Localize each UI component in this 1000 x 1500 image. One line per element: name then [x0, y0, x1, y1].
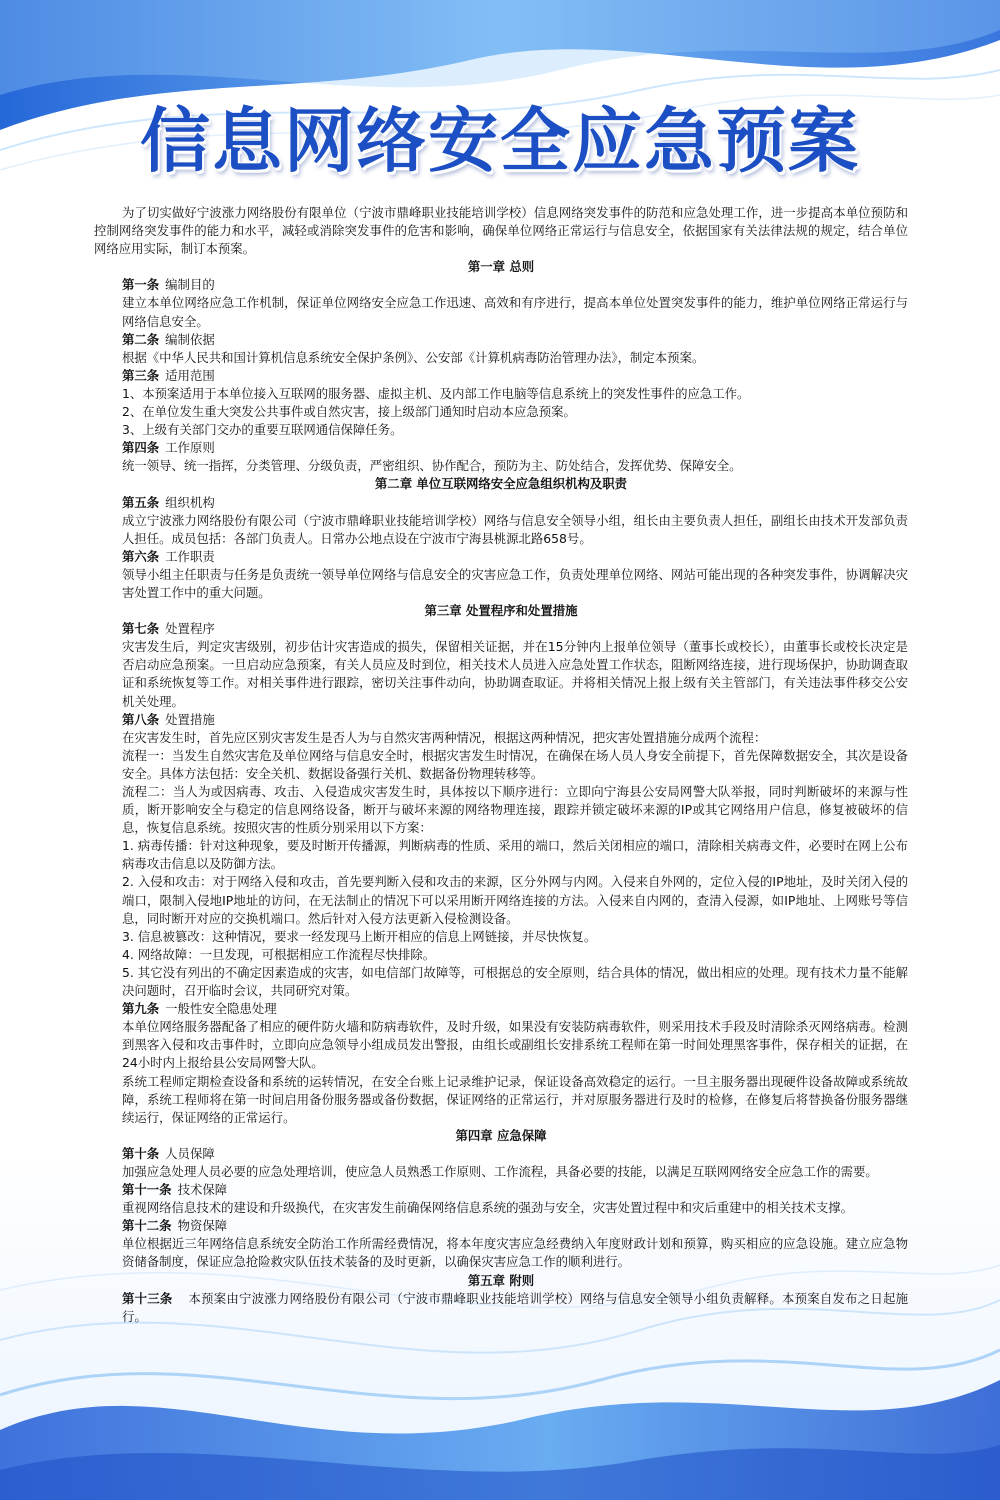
article-4-heading	[94, 439, 908, 457]
article-11-body: 重视网络信息技术的建设和升级换代，在灾害发生前确保网络信息系统的强劲与安全，灾害处置过程中和灾后重建中的相关技术支撑。	[122, 1200, 854, 1216]
article-title: 组织机构	[165, 494, 215, 510]
article-2-heading	[94, 331, 908, 349]
article-number: 第十一条	[122, 1182, 172, 1198]
article-number: 第二条	[122, 331, 160, 347]
article-title: 工作职责	[165, 548, 215, 564]
article-9-paragraph: 系统工程师定期检查设备和系统的运转情况，在安全台账上记录维护记录，保证设备高效稳定的运行。一旦主服务器出现硬件设备故障或系统故障，系统工程师将在第一时间启用备份服务器或备份数据，保证网络的正常运行，并对原服务器进行及时的检修，在修复后将替换备份服务器继续运行，保证网络的正常运行。	[122, 1073, 908, 1125]
article-5-body: 成立宁波涨力网络股份有限公司（宁波市鼎峰职业技能培训学校）网络与信息安全领导小组，组长由主要负责人担任，副组长由技术开发部负责人担任。成员包括：各部门负责人。日常办公地点设在宁波市宁海县桃源北路658号。	[122, 512, 908, 546]
article-13-body: 本预案由宁波涨力网络股份有限公司（宁波市鼎峰职业技能培训学校）网络与信息安全领导小组负责解释。本预案自发布之日起施行。	[122, 1290, 909, 1324]
article-title: 适用范围	[165, 367, 215, 383]
article-11-heading	[94, 1181, 908, 1199]
article-2-body: 根据《中华人民共和国计算机信息系统安全保护条例》、公安部《计算机病毒防治管理办法》，制定本预案。	[122, 349, 705, 365]
page-title: 信息网络安全应急预案	[140, 100, 860, 182]
article-10-heading	[94, 1145, 908, 1163]
article-9-paragraph: 本单位网络服务器配备了相应的硬件防火墙和防病毒软件，及时升级，如果没有安装防病毒软件，则采用技术手段及时清除杀灭网络病毒。检测到黑客入侵和攻击事件时，立即向应急领导小组成员发出警报，由组长或副组长安排系统工程师在第一时间处理黑客事件，保存相关的证据，在24小时内上报给县公安局网警大队。	[122, 1019, 908, 1071]
article-12-body: 单位根据近三年网络信息系统安全防治工作所需经费情况，将本年度灾害应急经费纳入年度财政计划和预算，购买相应的应急设施。建立应急物资储备制度，保证应急抢险救灾队伍技术装备的及时更新，以确保灾害应急工作的顺利进行。	[122, 1236, 908, 1270]
article-6-body: 领导小组主任职责与任务是负责统一领导单位网络与信息安全的灾害应急工作，负责处理单位网络、网站可能出现的各种突发事件，协调解决灾害处置工作中的重大问题。	[122, 566, 908, 600]
article-8-paragraph: 1. 病毒传播：针对这种现象，要及时断开传播源，判断病毒的性质、采用的端口，然后关闭相应的端口，清除相关病毒文件，必要时在网上公布病毒攻击信息以及防御方法。	[122, 838, 908, 872]
article-number: 第十二条	[122, 1218, 172, 1234]
article-title: 编制目的	[165, 277, 215, 293]
article-number: 第三条	[122, 367, 160, 383]
article-number: 第九条	[122, 1001, 160, 1017]
article-7-body: 灾害发生后，判定灾害级别，初步估计灾害造成的损失，保留相关证据，并在15分钟内上报单位领导（董事长或校长），由董事长或校长决定是否启动应急预案。一旦启动应急预案，有关人员应及时到位，相关技术人员进入应急处置工作状态，阻断网络连接，进行现场保护，协助调查取证和系统恢复等工作。对相关事件进行跟踪，密切关注事件动向，协助调查取证。并将相关情况上报上级有关主管部门，有关违法事件移交公安机关处理。	[122, 639, 908, 709]
article-8-paragraph: 流程一：当发生自然灾害危及单位网络与信息安全时，根据灾害发生时情况，在确保在场人员人身安全前提下，首先保障数据安全，其次是设备安全。具体方法包括：安全关机、数据设备强行关机、数据备份物理转移等。	[122, 747, 908, 781]
article-3-item: 3、上级有关部门交办的重要互联网通信保障任务。	[122, 422, 403, 438]
article-8-paragraph: 流程二：当人为或因病毒、攻击、入侵造成灾害发生时，具体按以下顺序进行：立即向宁海县公安局网警大队举报，同时判断破坏的来源与性质，断开影响安全与稳定的信息网络设备，断开与破坏来源的网络物理连接，跟踪并锁定破坏来源的IP或其它网络用户信息，修复被破坏的信息，恢复信息系统。按照灾害的性质分别采用以下方案：	[122, 784, 908, 836]
chapter-4-heading: 第四章 应急保障	[455, 1127, 547, 1143]
article-number: 第七条	[122, 621, 160, 637]
article-8-paragraph: 3. 信息被篡改：这种情况，要求一经发现马上断开相应的信息上网链接，并尽快恢复。	[122, 928, 597, 944]
article-9-heading	[94, 1000, 908, 1018]
article-number: 第十三条	[122, 1290, 173, 1306]
article-12-heading	[94, 1217, 908, 1235]
article-10-body: 加强应急处理人员必要的应急处理培训，使应急人员熟悉工作原则、工作流程，具备必要的技能，以满足互联网网络安全应急工作的需要。	[122, 1163, 878, 1179]
article-number: 第八条	[122, 711, 160, 727]
chapter-2-heading: 第二章 单位互联网络安全应急组织机构及职责	[374, 476, 628, 492]
article-title: 一般性安全隐患处理	[165, 1001, 277, 1017]
article-title: 处置措施	[165, 711, 215, 727]
article-8-paragraph: 在灾害发生时，首先应区别灾害发生是否人为与自然灾害两种情况，根据这两种情况，把灾害处置措施分成两个流程：	[122, 729, 767, 745]
chapter-5-heading: 第五章 附则	[467, 1272, 535, 1288]
chapter-3-heading: 第三章 处置程序和处置措施	[424, 603, 578, 619]
article-5-heading	[94, 494, 908, 512]
article-3-item: 2、在单位发生重大突发公共事件或自然灾害，接上级部门通知时启动本应急预案。	[122, 404, 576, 420]
article-3-heading	[94, 367, 908, 385]
article-title: 编制依据	[165, 331, 215, 347]
intro-paragraph: 为了切实做好宁波涨力网络股份有限单位（宁波市鼎峰职业技能培训学校）信息网络突发事件的防范和应急处理工作，进一步提高本单位预防和控制网络突发事件的能力和水平，减轻或消除突发事件的危害和影响，确保单位网络正常运行与信息安全，依据国家有关法律法规的规定，结合单位网络应用实际，制订本预案。	[94, 205, 908, 257]
article-number: 第一条	[122, 277, 160, 293]
article-number: 第六条	[122, 548, 160, 564]
article-title: 人员保障	[165, 1145, 215, 1161]
article-7-heading	[94, 620, 908, 638]
article-1-heading	[94, 276, 908, 294]
article-number: 第十条	[122, 1145, 160, 1161]
article-3-item: 1、本预案适用于本单位接入互联网的服务器、虚拟主机、及内部工作电脑等信息系统上的突发性事件的应急工作。	[122, 385, 750, 401]
article-number: 第四条	[122, 440, 160, 456]
article-title: 处置程序	[165, 621, 215, 637]
article-1-body: 建立本单位网络应急工作机制，保证单位网络安全应急工作迅速、高效和有序进行，提高本单位处置突发事件的能力，维护单位网络正常运行与网络信息安全。	[122, 295, 908, 329]
chapter-1-heading: 第一章 总则	[467, 259, 535, 275]
article-8-paragraph: 4. 网络故障：一旦发现，可根据相应工作流程尽快排除。	[122, 946, 436, 962]
article-8-heading	[94, 711, 908, 729]
article-title: 工作原则	[165, 440, 215, 456]
article-13	[94, 1290, 908, 1326]
article-title: 技术保障	[177, 1182, 228, 1198]
document-body	[94, 204, 908, 1326]
article-number: 第五条	[122, 494, 160, 510]
article-title: 物资保障	[177, 1218, 228, 1234]
article-8-paragraph: 5. 其它没有列出的不确定因素造成的灾害，如电信部门故障等，可根据总的安全原则，结合具体的情况，做出相应的处理。现有技术力量不能解决问题时，召开临时会议，共同研究对策。	[122, 964, 908, 999]
article-6-heading	[94, 548, 908, 566]
article-4-body: 统一领导、统一指挥，分类管理、分级负责，严密组织、协作配合，预防为主、防处结合，发挥优势、保障安全。	[122, 458, 742, 474]
article-8-paragraph: 2. 入侵和攻击：对于网络入侵和攻击，首先要判断入侵和攻击的来源，区分外网与内网。入侵来自外网的，定位入侵的IP地址，及时关闭入侵的端口，限制入侵地IP地址的访问，在无法制止的情况下可以采用断开网络连接的方法。入侵来自内网的，查清入侵源，如IP地址、上网账号等信息，同时断开对应的交换机端口。然后针对入侵方法更新入侵检测设备。	[122, 874, 908, 926]
